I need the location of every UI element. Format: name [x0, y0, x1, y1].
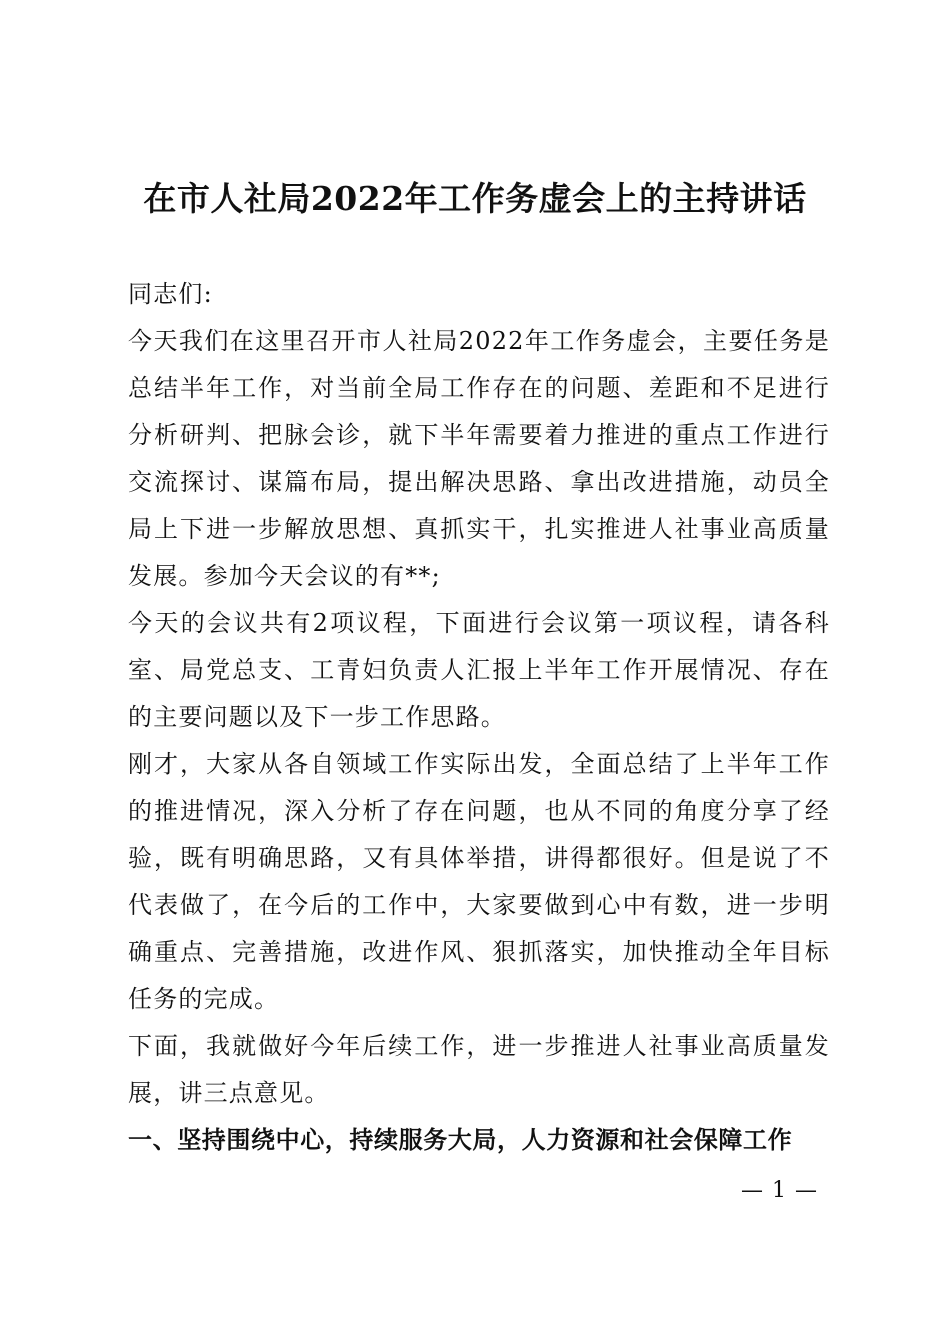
document-body — [128, 271, 830, 1164]
paragraph: 今天我们在这里召开市人社局2022年工作务虚会，主要任务是总结半年工作，对当前全局工作存在的问题、差距和不足进行分析研判、把脉会诊，就下半年需要着力推进的重点工作进行交流探讨、谋篇布局，提出解决思路、拿出改进措施，动员全局上下进一步解放思想、真抓实干，扎实推进人社事业高质量发展。参加今天会议的有**; — [128, 327, 830, 590]
paragraph: 今天的会议共有2项议程，下面进行会议第一项议程，请各科室、局党总支、工青妇负责人汇报上半年工作开展情况、存在的主要问题以及下一步工作思路。 — [128, 609, 830, 731]
page-number: — 1 — — [741, 1178, 818, 1203]
paragraph: 刚才，大家从各自领域工作实际出发，全面总结了上半年工作的推进情况，深入分析了存在问题，也从不同的角度分享了经验，既有明确思路，又有具体举措，讲得都很好。但是说了不代表做了，在今后的工作中，大家要做到心中有数，进一步明确重点、完善措施，改进作风、狠抓落实，加快推动全年目标任务的完成。 — [128, 750, 830, 1013]
paragraph: 下面，我就做好今年后续工作，进一步推进人社事业高质量发展，讲三点意见。 — [128, 1032, 830, 1107]
document-title: 在市人社局2022年工作务虚会上的主持讲话 — [143, 179, 807, 218]
salutation: 同志们: — [128, 280, 213, 308]
section-heading-1: 一、坚持围绕中心，持续服务大局，人力资源和社会保障工作 — [128, 1126, 793, 1154]
